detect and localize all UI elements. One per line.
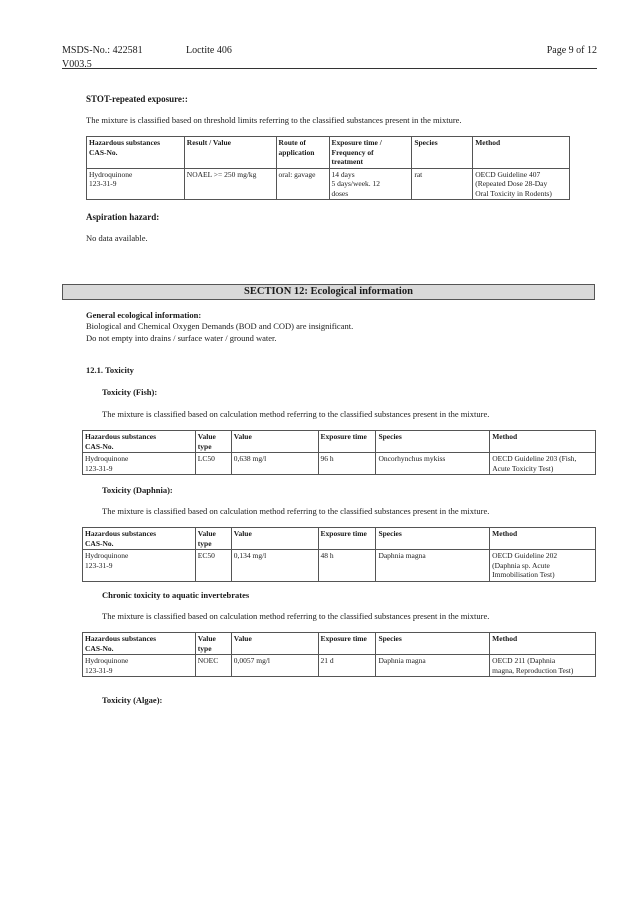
msds-number: MSDS-No.: 422581	[62, 45, 143, 56]
table-cell: OECD Guideline 407 (Repeated Dose 28-Day Oral Toxicity in Rodents)	[473, 168, 570, 200]
table-cell: Hydroquinone 123-31-9	[83, 453, 196, 475]
general-eco-line-2: Do not empty into drains / surface water / ground water.	[86, 333, 277, 343]
table-cell: 21 d	[318, 655, 376, 677]
table-header-cell: Value	[231, 633, 318, 655]
table-header-cell: Method	[473, 137, 570, 169]
table-cell: NOEC	[195, 655, 231, 677]
table-header-cell: Hazardous substances CAS-No.	[83, 431, 196, 453]
table-row	[83, 655, 596, 677]
table-cell: LC50	[195, 453, 231, 475]
general-eco-heading: General ecological information:	[86, 310, 202, 320]
table-header-cell: Hazardous substances CAS-No.	[83, 528, 196, 550]
table-header-cell: Method	[490, 528, 596, 550]
fish-heading: Toxicity (Fish):	[102, 387, 158, 397]
table-cell: OECD Guideline 202 (Daphnia sp. Acute Immobilisation Test)	[490, 550, 596, 582]
table-header-cell: Route of application	[276, 137, 329, 169]
table-cell: Hydroquinone 123-31-9	[87, 168, 185, 200]
table-header-row	[87, 137, 570, 169]
table-cell: OECD 211 (Daphnia magna, Reproduction Test)	[490, 655, 596, 677]
table-cell: OECD Guideline 203 (Fish, Acute Toxicity Test)	[490, 453, 596, 475]
table-header-cell: Hazardous substances CAS-No.	[83, 633, 196, 655]
table-header-cell: Method	[490, 633, 596, 655]
table-cell: 48 h	[318, 550, 376, 582]
chronic-heading: Chronic toxicity to aquatic invertebrates	[102, 590, 250, 600]
table-cell: Hydroquinone 123-31-9	[83, 550, 196, 582]
chronic-text: The mixture is classified based on calculation method referring to the classified substances present in the mixture.	[102, 611, 490, 621]
table-header-cell: Species	[376, 528, 490, 550]
table-row	[83, 453, 596, 475]
table-header-cell: Value type	[195, 431, 231, 453]
stot-text: The mixture is classified based on threshold limits referring to the classified substances present in the mixture.	[86, 115, 462, 125]
table-header-cell: Exposure time	[318, 431, 376, 453]
daphnia-table	[82, 527, 596, 582]
algae-heading: Toxicity (Algae):	[102, 695, 163, 705]
version-number: V003.5	[62, 59, 92, 70]
table-cell: Hydroquinone 123-31-9	[83, 655, 196, 677]
table-header-cell: Value type	[195, 528, 231, 550]
stot-heading: STOT-repeated exposure::	[86, 94, 188, 104]
table-cell: Daphnia magna	[376, 655, 490, 677]
table-cell: Daphnia magna	[376, 550, 490, 582]
table-cell: Oncorhynchus mykiss	[376, 453, 490, 475]
daphnia-heading: Toxicity (Daphnia):	[102, 485, 173, 495]
table-cell: 0,134 mg/l	[231, 550, 318, 582]
daphnia-text: The mixture is classified based on calculation method referring to the classified substances present in the mixture.	[102, 506, 490, 516]
table-header-cell: Exposure time	[318, 633, 376, 655]
table-header-cell: Value	[231, 431, 318, 453]
table-header-row	[83, 633, 596, 655]
table-cell: 96 h	[318, 453, 376, 475]
table-header-cell: Method	[490, 431, 596, 453]
section-12-title: SECTION 12: Ecological information	[62, 284, 595, 300]
chronic-table	[82, 632, 596, 677]
fish-table	[82, 430, 596, 475]
table-header-cell: Exposure time / Frequency of treatment	[329, 137, 412, 169]
table-header-cell: Species	[376, 431, 490, 453]
table-cell: 14 days 5 days/week. 12 doses	[329, 168, 412, 200]
table-cell: NOAEL >= 250 mg/kg	[184, 168, 276, 200]
toxicity-heading: 12.1. Toxicity	[86, 365, 134, 375]
stot-table	[86, 136, 570, 200]
general-eco-line-1: Biological and Chemical Oxygen Demands (BOD and COD) are insignificant.	[86, 321, 354, 331]
table-cell: 0,638 mg/l	[231, 453, 318, 475]
table-header-row	[83, 431, 596, 453]
table-row	[83, 550, 596, 582]
table-cell: rat	[412, 168, 473, 200]
table-header-cell: Value	[231, 528, 318, 550]
aspiration-text: No data available.	[86, 233, 148, 243]
table-cell: oral: gavage	[276, 168, 329, 200]
table-header-cell: Value type	[195, 633, 231, 655]
table-header-cell: Species	[376, 633, 490, 655]
table-row	[87, 168, 570, 200]
table-header-cell: Result / Value	[184, 137, 276, 169]
fish-text: The mixture is classified based on calculation method referring to the classified substances present in the mixture.	[102, 409, 490, 419]
table-header-cell: Exposure time	[318, 528, 376, 550]
table-header-cell: Species	[412, 137, 473, 169]
page-number: Page 9 of 12	[546, 45, 597, 56]
table-cell: 0,0057 mg/l	[231, 655, 318, 677]
table-header-cell: Hazardous substances CAS-No.	[87, 137, 185, 169]
table-cell: EC50	[195, 550, 231, 582]
product-name: Loctite 406	[186, 45, 232, 56]
table-header-row	[83, 528, 596, 550]
aspiration-heading: Aspiration hazard:	[86, 212, 160, 222]
header-divider	[62, 68, 597, 69]
